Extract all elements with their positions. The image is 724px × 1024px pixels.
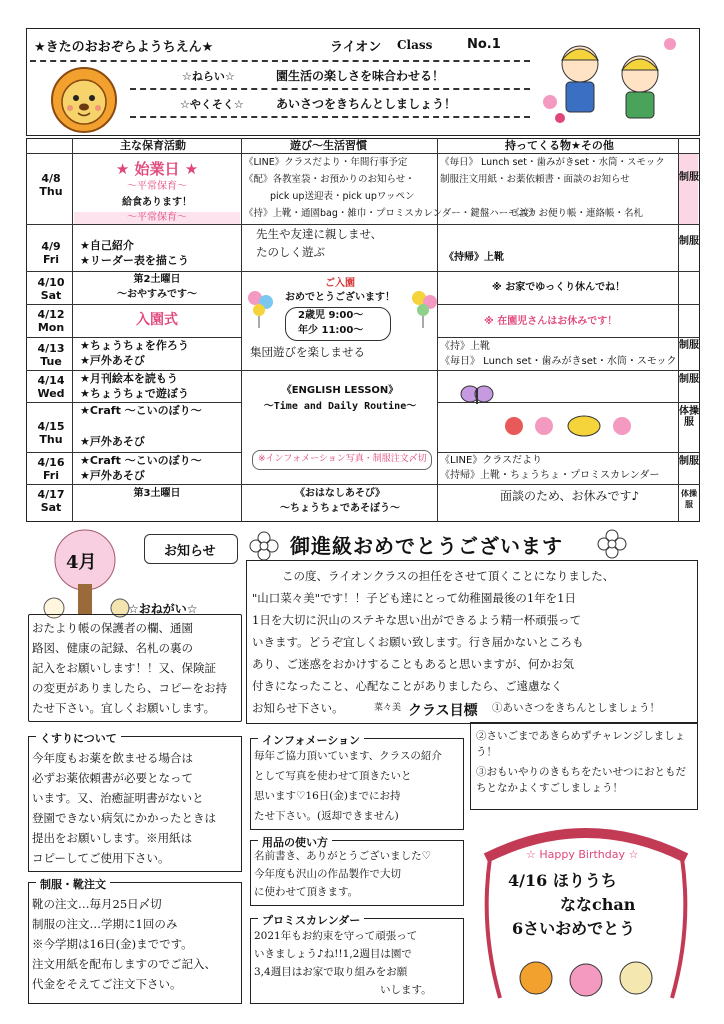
side-uniform-8: 制服 <box>679 456 699 467</box>
welcome-title: ご入園 <box>325 278 355 289</box>
yohin-line-1: 今年度も沢山の作品製作で大切 <box>254 868 401 880</box>
side-uniform-5: 制服 <box>679 340 699 351</box>
kusuri-line-3: 登園できない病気にかかったときは <box>32 811 216 825</box>
header-divider-2 <box>130 88 530 90</box>
flower-icon <box>248 530 280 562</box>
header-divider <box>30 60 530 62</box>
goal-1: ①あいさつをきちんとしましょう！ <box>492 702 660 714</box>
aim-label: ☆ねらい☆ <box>182 70 235 83</box>
promise-title: プロミスカレンダー <box>258 912 364 928</box>
onegai-line-4: たせ下さい。宜しくお願いします。 <box>32 701 216 715</box>
row1-play-0: 《LINE》クラスだより・年間行事予定 <box>244 157 408 168</box>
butterfly-icon <box>460 384 494 406</box>
promise-text: あいさつをきちんとしましょう！ <box>276 97 457 111</box>
row4-bring-0: ※ 在園児さんはお休みです！ <box>484 316 618 327</box>
row8-bring-1: 《持帰》上靴・ちょうちょ・プロミスカレンダー <box>440 470 660 481</box>
msg-line-4: あり、ご迷惑をおかけすることもあると思いますが、何かお気 <box>252 657 574 671</box>
row5-act-0: ★ちょうちょを作ろう <box>80 339 189 352</box>
row7-act-1: ★戸外あそび <box>80 435 145 448</box>
promise-label: ☆やくそく☆ <box>180 98 244 111</box>
col-header-bring: 持ってくる物★その他 <box>505 139 614 152</box>
birthday-line2: ななchan <box>560 895 636 914</box>
school-name: ★きたのおおぞらようちえん★ <box>34 40 214 55</box>
birthday-banner: ☆ Happy Birthday ☆ <box>526 848 639 861</box>
row5-bring-1: 《毎日》 Lunch set・歯みがきset・水筒・スモック <box>440 356 677 367</box>
row5-act-1: ★戸外あそび <box>80 354 145 367</box>
info-line-1: として写真を使わせて頂きたいと <box>254 770 412 782</box>
row2-play-1: たのしく遊ぶ <box>256 245 325 259</box>
kusuri-line-2: います。又、治癒証明書がないと <box>32 791 204 805</box>
row2-bring-0: 《持帰》上靴 <box>444 252 504 263</box>
promise-line-2: 3,4週目はお家で取り組みをお願 <box>254 966 408 978</box>
date-4-17: 4/17 Sat <box>37 488 65 514</box>
row9-bring-0: 面談のため、お休みです♪ <box>500 489 640 503</box>
promise-line-3: いします。 <box>380 984 432 996</box>
row1-bring-0: 《毎日》 Lunch set・歯みがきset・水筒・スモック <box>440 157 665 168</box>
class-word: Class <box>397 38 433 52</box>
onegai-line-3: の変更がありましたら、コピーをお持 <box>32 681 228 695</box>
shigyobi-title: ★ 始業日 ★ <box>115 160 199 178</box>
row2-play-0: 先生や友達に親しませ、 <box>256 227 383 241</box>
regular-care: ～平常保育～ <box>127 181 187 192</box>
date-4-12: 4/12 Mon <box>37 308 65 334</box>
date-4-15: 4/15 Thu <box>37 420 65 446</box>
row9-act-0: 第3土曜日 <box>133 488 181 499</box>
goal-3: ③おもいやりのきもちをたいせつにおともだちとなかよくすごしましょう！ <box>476 766 686 794</box>
col-header-play: 遊び～生活習慣 <box>290 139 367 152</box>
kusuri-line-0: 今年度もお薬を飲ませる場合は <box>32 751 193 765</box>
goal-label: クラス目標 <box>408 703 478 719</box>
side-uniform-6: 制服 <box>679 374 699 385</box>
header-divider-3 <box>130 116 530 118</box>
tree-icon <box>30 528 140 624</box>
side-uniform-1: 制服 <box>679 172 699 183</box>
row8-act-0: ★Craft ～こいのぼり～ <box>80 454 202 467</box>
row1-play-3: 《持》上靴・通園bag・雑巾・プロミスカレンダー・鍵盤ハーモニカ <box>244 208 537 219</box>
msg-line-1: "山口菜々美"です！！子ども達にとって幼稚園最後の1年を1日 <box>252 591 576 605</box>
row2-act-1: ★リーダー表を描こう <box>80 254 189 267</box>
side-uniform-2: 制服 <box>679 236 699 247</box>
story-sub: ～ちょうちょであそぼう～ <box>280 503 400 514</box>
aim-text: 園生活の楽しさを味合わせる！ <box>276 69 445 83</box>
teacher-sign: 菜々美 <box>374 703 402 713</box>
row3-act-1: ～おやすみです～ <box>117 289 197 300</box>
row1-bring-2: 《渡》お便り帳・連絡帳・名札 <box>510 208 644 219</box>
msg-line-6: お知らせ下さい。 <box>252 701 344 715</box>
col-header-activities: 主な保育活動 <box>120 139 186 152</box>
balloon-icon <box>246 288 276 328</box>
side-highlight <box>679 154 698 224</box>
yohin-line-0: 名前書き、ありがとうございました♡ <box>254 850 431 862</box>
seifuku-line-2: ※今学期は16日(金)までです。 <box>32 937 193 951</box>
row3-act-0: 第2土曜日 <box>133 274 181 285</box>
date-4-10: 4/10 Sat <box>37 276 65 302</box>
flower-icon-2 <box>596 528 628 560</box>
children-icon <box>540 32 690 128</box>
row1-play-2: pick up送迎表・pick upワッペン <box>270 191 415 202</box>
msg-line-0: この度、ライオンクラスの担任をさせて頂くことになりました、 <box>282 569 615 583</box>
congrats-title: 御進級おめでとうございます <box>290 534 563 558</box>
onegai-line-1: 路図、健康の記録、名札の裏の <box>32 641 193 655</box>
kusuri-line-5: コピーしてご使用下さい。 <box>32 851 170 865</box>
date-4-16: 4/16 Fri <box>37 456 65 482</box>
time-2yo: 2歳児 9:00～ <box>298 310 364 321</box>
info-line-3: たせ下さい。(返却できません) <box>254 810 399 822</box>
issue-number: No.1 <box>467 37 501 52</box>
info-line-2: 思います♡16日(金)までにお持 <box>254 790 401 802</box>
flowers-icon <box>500 410 640 444</box>
balloon-icon-2 <box>410 288 440 328</box>
promise-line-1: いきましょう♪ね!!1,2週目は園で <box>254 948 412 960</box>
entrance-ceremony: 入園式 <box>136 312 178 328</box>
info-line-0: 毎年ご協力頂いています、クラスの紹介 <box>254 750 442 762</box>
info-title: インフォメーション <box>258 732 364 748</box>
goal-2: ②さいごまであきらめずチャレンジしましょう！ <box>476 730 686 758</box>
class-name: ライオン <box>330 40 382 55</box>
birthday-line3: 6さいおめでとう <box>512 919 636 938</box>
lunch-note: 給食あります！ <box>122 197 192 208</box>
kusuri-line-4: 提出をお願いします。※用紙は <box>32 831 193 845</box>
row8-act-1: ★戸外あそび <box>80 469 145 482</box>
seifuku-line-3: 注文用紙を配布しますのでご記入、 <box>32 957 216 971</box>
row1-bring-1: 制服注文用紙・お薬依頼書・面談のお知らせ <box>440 174 630 185</box>
onegai-title: ☆おねがい☆ <box>128 602 198 616</box>
row7-act-0: ★Craft ～こいのぼり～ <box>80 404 202 417</box>
onegai-line-0: おたより帳の保護者の欄、通園 <box>32 621 193 635</box>
row3-bring-0: ※ お家でゆっくり休んでね！ <box>492 282 626 293</box>
info-deadline: ※インフォメーション写真・制服注文〆切 <box>258 454 427 464</box>
msg-line-3: いきます。どうぞ宜しくお願い致します。行き届かないところも <box>252 635 584 649</box>
kusuri-line-1: 必ずお薬依頼書が必要となって <box>32 771 193 785</box>
seifuku-line-1: 制服の注文…学期に1回のみ <box>32 917 178 931</box>
time-nensho: 年少 11:00～ <box>298 325 364 336</box>
kusuri-title: くすりについて <box>36 730 121 746</box>
welcome-sub: おめでとうございます！ <box>285 292 395 303</box>
row5-play-0: 集団遊びを楽しませる <box>250 345 365 359</box>
side-gym-9: 体操服 <box>681 489 697 509</box>
seifuku-line-4: 代金をそえてご注文下さい。 <box>32 977 182 991</box>
date-4-13: 4/13 Tue <box>37 342 65 368</box>
english-lesson: 《ENGLISH LESSON》 <box>281 385 399 396</box>
row1-play-1: 《配》各教室袋・お預かりのお知らせ・ <box>244 174 415 185</box>
promise-line-0: 2021年もお約束を守って頑張って <box>254 930 418 942</box>
msg-line-5: 付きになったこと、心配なことがありましたら、ご遠慮なく <box>252 679 563 693</box>
yohin-title: 用品の使い方 <box>258 834 332 850</box>
row2-act-0: ★自己紹介 <box>80 239 134 252</box>
date-4-14: 4/14 Wed <box>37 374 65 400</box>
english-sub: ～Time and Daily Routine～ <box>263 401 417 412</box>
onegai-line-2: 記入をお願いします！！又、保険証 <box>32 661 216 675</box>
story-play: 《おはなしあそび》 <box>294 488 386 499</box>
date-4-8: 4/8 Thu <box>39 172 63 198</box>
side-gym-7: 体操服 <box>679 406 699 428</box>
month-label: 4月 <box>66 552 97 573</box>
seifuku-line-0: 靴の注文…毎月25日〆切 <box>32 897 162 911</box>
date-4-9: 4/9 Fri <box>41 240 61 266</box>
row6-act-1: ★ちょうちょで遊ぼう <box>80 387 189 400</box>
yohin-line-2: に使わせて頂きます。 <box>254 886 359 898</box>
row8-bring-0: 《LINE》クラスだより <box>440 455 543 466</box>
row5-bring-0: 《持》上靴 <box>440 341 490 352</box>
regular-care-2: ～平常保育～ <box>74 212 240 224</box>
notice-title: お知らせ <box>164 544 216 559</box>
seifuku-title: 制服・靴注文 <box>36 876 110 892</box>
msg-line-2: 1日を大切に沢山のステキな思い出ができるよう精一杯頑張って <box>252 613 582 627</box>
row6-act-0: ★月刊絵本を読もう <box>80 372 178 385</box>
lion-icon <box>40 64 128 134</box>
birthday-line1: 4/16 ほりうち <box>508 871 617 890</box>
